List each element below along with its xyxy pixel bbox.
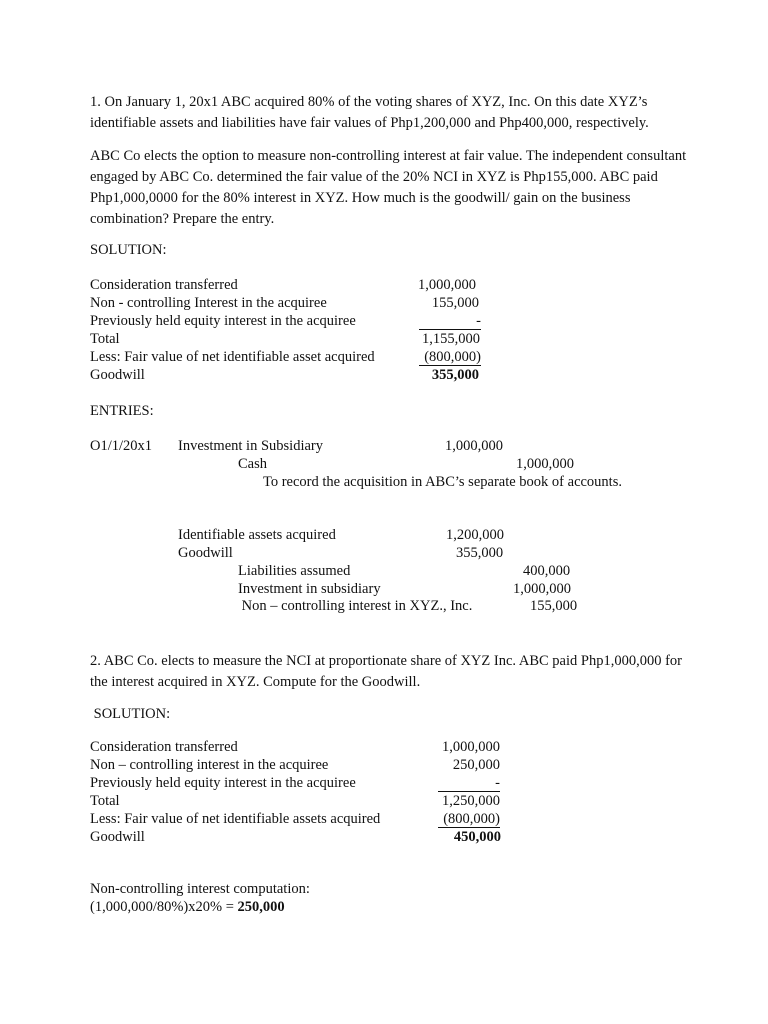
problem1-paragraph1: 1. On January 1, 20x1 ABC acquired 80% of the voting shares of XYZ, Inc. On this date XYZ’s identifiable assets and liabilities have fair values of Php1,200,000 and Php400,000, respectively. <box>90 94 649 131</box>
computation-amount: 1,000,000 <box>418 277 476 293</box>
entry-narration: To record the acquisition in ABC’s separate book of accounts. <box>263 474 622 490</box>
computation-row <box>90 756 510 774</box>
computation-label: Consideration transferred <box>90 277 238 293</box>
computation-amount: 1,155,000 <box>422 331 480 347</box>
computation-row <box>90 738 510 756</box>
credit-account: Non – controlling interest in XYZ., Inc. <box>238 598 473 614</box>
problem2-paragraph: 2. ABC Co. elects to measure the NCI at proportionate share of XYZ Inc. ABC paid Php1,000,000 for the interest acquired in XYZ. Compute for the Goodwill. <box>90 653 682 690</box>
computation-label: Non - controlling Interest in the acquiree <box>90 295 327 311</box>
credit-account: Liabilities assumed <box>238 563 351 579</box>
credit-account: Cash <box>238 456 267 472</box>
nci-heading: Non-controlling interest computation: <box>90 881 310 897</box>
computation-row <box>90 792 510 810</box>
credit-amount: 155,000 <box>530 598 578 614</box>
credit-amount: 400,000 <box>523 563 571 579</box>
computation-amount: 1,250,000 <box>442 793 500 809</box>
computation-label: Previously held equity interest in the acquiree <box>90 775 356 791</box>
computation-row <box>90 810 510 828</box>
nci-formula: (1,000,000/80%)x20% = <box>90 899 238 915</box>
credit-account: Investment in subsidiary <box>238 581 381 597</box>
computation-row <box>90 330 490 348</box>
nci-result: 250,000 <box>237 899 285 915</box>
computation-row <box>90 348 490 366</box>
computation-row <box>90 312 490 330</box>
credit-amount: 1,000,000 <box>516 456 574 472</box>
computation-label: Less: Fair value of net identifiable assets acquired <box>90 811 381 827</box>
debit-account: Goodwill <box>178 545 233 561</box>
debit-amount: 355,000 <box>456 545 504 561</box>
computation-label: Goodwill <box>90 367 145 383</box>
computation-label: Less: Fair value of net identifiable asset acquired <box>90 349 375 365</box>
goodwill-amount: 355,000 <box>431 367 479 383</box>
computation-row <box>90 366 490 384</box>
debit-amount: 1,200,000 <box>446 527 504 543</box>
computation-amount: - <box>419 314 481 330</box>
problem1-paragraph2: ABC Co elects the option to measure non-controlling interest at fair value. The independent consultant engaged by ABC Co. determined the fair value of the 20% NCI in XYZ is Php155,000. ABC paid Php1,000,0000 for the 80% interest in XYZ. How much is the goodwill/ gain on the business combination? Prepare the entry. <box>90 148 687 227</box>
entries-heading: ENTRIES: <box>90 403 154 419</box>
nci-computation <box>90 898 285 916</box>
solution-heading-2: SOLUTION: <box>90 706 171 722</box>
entry-date: O1/1/20x1 <box>90 438 153 454</box>
computation-row <box>90 774 510 792</box>
computation-amount: 250,000 <box>452 757 500 773</box>
debit-account: Investment in Subsidiary <box>178 438 323 454</box>
computation-label: Total <box>90 331 120 347</box>
debit-amount: 1,000,000 <box>445 438 503 454</box>
solution-heading: SOLUTION: <box>90 242 167 258</box>
computation-label: Goodwill <box>90 829 145 845</box>
computation-row <box>90 276 490 294</box>
computation-amount: 1,000,000 <box>442 739 500 755</box>
computation-label: Previously held equity interest in the acquiree <box>90 313 356 329</box>
computation-amount: - <box>438 776 500 792</box>
computation-label: Consideration transferred <box>90 739 238 755</box>
computation-amount: 155,000 <box>431 295 479 311</box>
computation-amount: (800,000) <box>438 812 500 828</box>
computation-label: Non – controlling interest in the acquiree <box>90 757 329 773</box>
computation-label: Total <box>90 793 120 809</box>
debit-account: Identifiable assets acquired <box>178 527 336 543</box>
goodwill-amount: 450,000 <box>453 829 501 845</box>
computation-row <box>90 294 490 312</box>
computation-row <box>90 828 510 846</box>
credit-amount: 1,000,000 <box>513 581 571 597</box>
computation-amount: (800,000) <box>419 350 481 366</box>
